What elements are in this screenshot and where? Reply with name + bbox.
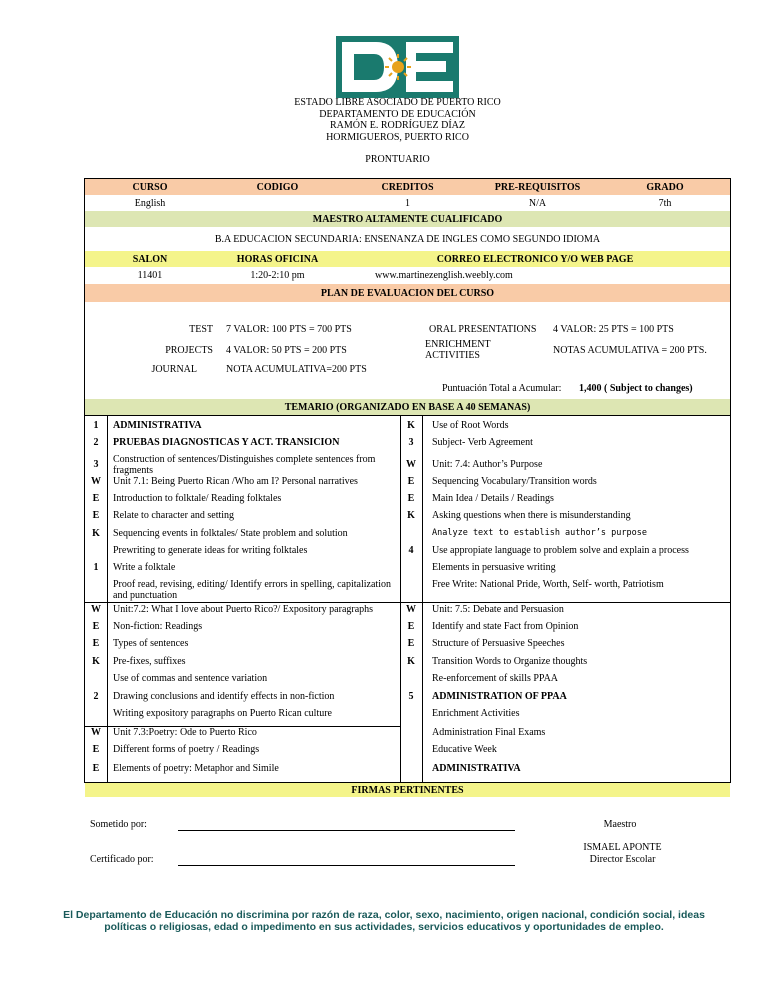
email-header: CORREO ELECTRONICO Y/O WEB PAGE <box>436 254 634 265</box>
right-topic-item: Transition Words to Organize thoughts <box>432 656 588 667</box>
right-topic-item: Elements in persuasive writing <box>432 562 556 573</box>
left-topic-item: Construction of sentences/Distinguishes complete sentences from fragments <box>113 454 376 476</box>
course-header-row <box>85 179 730 195</box>
hours-header: HORAS OFICINA <box>236 254 319 265</box>
right-week-letter: E <box>407 476 415 487</box>
temario-top-rule <box>85 415 730 416</box>
right-topic-item: Use of Root Words <box>432 420 509 431</box>
right-week-letter: 5 <box>408 691 414 702</box>
left-topic-item: Unit 7.3:Poetry: Ode to Puerto Rico <box>113 727 257 738</box>
salon-header: SALON <box>132 254 168 265</box>
syllabus-table <box>84 178 731 796</box>
left-topic-item: Prewriting to generate ideas for writing folktales <box>113 545 308 556</box>
temario-title-row <box>85 399 730 415</box>
degree-text: B.A EDUCACION SECUNDARIA: ENSENANZA DE INGLES COMO SEGUNDO IDIOMA <box>214 234 601 245</box>
left-topic-item: Elements of poetry: Metaphor and Simile <box>113 763 279 774</box>
right-topic-item: Structure of Persuasive Speeches <box>432 638 565 649</box>
firmas-title: FIRMAS PERTINENTES <box>351 785 464 796</box>
right-topic-item: Re-enforcement of skills PPAA <box>432 673 559 684</box>
maestro-title-row <box>85 211 730 227</box>
left-topic-item: Types of sentences <box>113 638 189 649</box>
right-topic-item: Main Idea / Details / Readings <box>432 493 554 504</box>
certificado-signature-line[interactable] <box>178 865 515 866</box>
right-topic-item: Administration Final Exams <box>432 727 546 738</box>
left-topic-item: Write a folktale <box>113 562 176 573</box>
department-logo <box>336 36 459 98</box>
left-week-letter: E <box>92 621 100 632</box>
firmas-title-row <box>85 783 730 797</box>
right-week-letter: 3 <box>408 437 414 448</box>
website-value: www.martinezenglish.weebly.com <box>375 270 513 281</box>
left-week-letter: 2 <box>93 691 99 702</box>
right-topic-item: Unit: 7.5: Debate and Persuasion <box>432 604 564 615</box>
course-header: CURSO <box>132 182 168 193</box>
total-value: 1,400 ( Subject to changes) <box>579 383 693 394</box>
projects-value: 4 VALOR: 50 PTS = 200 PTS <box>226 345 347 356</box>
right-topic-item: Identify and state Fact from Opinion <box>432 621 579 632</box>
maestro-title: MAESTRO ALTAMENTE CUALIFICADO <box>312 214 503 225</box>
test-label: TEST <box>189 324 213 335</box>
right-week-letter: E <box>407 638 415 649</box>
left-week-letter: E <box>92 510 100 521</box>
projects-label: PROJECTS <box>165 345 213 356</box>
right-topic-item: Unit: 7.4: Author’s Purpose <box>432 459 543 470</box>
plan-title-row <box>85 284 730 302</box>
right-topic-item: Analyze text to establish author’s purpose <box>432 528 647 538</box>
right-topic-item: Educative Week <box>432 744 497 755</box>
director-name: ISMAEL APONTE <box>583 842 662 853</box>
temario-title: TEMARIO (ORGANIZADO EN BASE A 40 SEMANAS) <box>284 402 531 413</box>
right-week-letter: K <box>407 420 415 431</box>
oral-value: 4 VALOR: 25 PTS = 100 PTS <box>553 324 674 335</box>
journal-label: JOURNAL <box>151 364 197 375</box>
right-topic-item: Enrichment Activities <box>432 708 520 719</box>
course-value: English <box>134 198 166 209</box>
code-header: CODIGO <box>256 182 299 193</box>
right-week-letter: 4 <box>408 545 414 556</box>
hours-value: 1:20-2:10 pm <box>250 270 305 281</box>
header-block <box>200 97 595 143</box>
left-topic-item: Use of commas and sentence variation <box>113 673 268 684</box>
left-week-letter: W <box>91 476 101 487</box>
test-value: 7 VALOR: 100 PTS = 700 PTS <box>226 324 352 335</box>
right-week-letter: W <box>406 459 416 470</box>
right-topic-item: Asking questions when there is misunderstanding <box>432 510 631 521</box>
right-topic-item: Use appropiate language to problem solve and explain a process <box>432 545 689 556</box>
degree-row <box>85 227 730 249</box>
salon-value: 11401 <box>137 270 163 281</box>
week-block-rule-1 <box>85 602 730 603</box>
right-topic-item: Subject- Verb Agreement <box>432 437 533 448</box>
right-letter-divider <box>422 415 423 782</box>
maestro-label: Maestro <box>603 819 637 830</box>
left-week-letter: 1 <box>93 562 99 573</box>
right-topic-item: ADMINISTRATIVA <box>432 763 521 774</box>
right-week-letter: K <box>407 656 415 667</box>
plan-title: PLAN DE EVALUACION DEL CURSO <box>320 288 495 299</box>
left-topic-item: Pre-fixes, suffixes <box>113 656 186 667</box>
right-topic-item: Free Write: National Pride, Worth, Self- worth, Patriotism <box>432 579 664 590</box>
left-topic-item: Different forms of poetry / Readings <box>113 744 260 755</box>
left-topic-item: ADMINISTRATIVA <box>113 420 202 431</box>
left-topic-item: Writing expository paragraphs on Puerto Rican culture <box>113 708 332 719</box>
left-topic-item: Drawing conclusions and identify effects in non-fiction <box>113 691 335 702</box>
prereq-header: PRE-REQUISITOS <box>494 182 581 193</box>
left-topic-item: Unit:7.2: What I love about Puerto Rico?/ Expository paragraphs <box>113 604 374 615</box>
header-line-4: HORMIGUEROS, PUERTO RICO <box>326 131 469 143</box>
left-week-letter: W <box>91 727 101 738</box>
nondiscrimination-footer: El Departamento de Educación no discrimina por razón de raza, color, sexo, nacimiento, origen nacional, condición social, ideas políticas o religiosas, edad o impedimento en sus actividades, servicios educativos y oportunidades de empleo. <box>63 909 705 933</box>
left-topic-item: Proof read, revising, editing/ Identify errors in spelling, capitalization and punctuation <box>113 579 391 601</box>
header-line-2: DEPARTAMENTO DE EDUCACIÓN <box>319 108 476 120</box>
contact-values-row <box>85 267 730 283</box>
left-week-letter: 3 <box>93 459 99 470</box>
left-week-letter: E <box>92 763 100 774</box>
left-week-letter: E <box>92 493 100 504</box>
director-title: Director Escolar <box>589 854 656 865</box>
certificado-label: Certificado por: <box>90 854 154 865</box>
center-divider <box>400 415 401 782</box>
left-week-letter: 1 <box>93 420 99 431</box>
left-week-letter: 2 <box>93 437 99 448</box>
document-title: PRONTUARIO <box>365 154 430 165</box>
left-week-letter: K <box>92 528 100 539</box>
enrichment-value: NOTAS ACUMULATIVA = 200 PTS. <box>553 345 707 356</box>
header-line-1: ESTADO LIBRE ASOCIADO DE PUERTO RICO <box>294 97 501 108</box>
right-week-letter: W <box>406 604 416 615</box>
grade-header: GRADO <box>646 182 684 193</box>
right-week-letter: K <box>407 510 415 521</box>
enrichment-label: ENRICHMENT ACTIVITIES <box>425 339 491 361</box>
contact-header-row <box>85 251 730 267</box>
right-topic-item: Sequencing Vocabulary/Transition words <box>432 476 597 487</box>
total-label: Puntuación Total a Acumular: <box>442 383 562 394</box>
prereq-value: N/A <box>528 198 547 209</box>
left-week-letter: K <box>92 656 100 667</box>
left-topic-item: Unit 7.1: Being Puerto Rican /Who am I? Personal narratives <box>113 476 358 487</box>
left-week-letter: W <box>91 604 101 615</box>
left-topic-item: Non-fiction: Readings <box>113 621 203 632</box>
right-week-letter: E <box>407 621 415 632</box>
left-week-letter: E <box>92 638 100 649</box>
grade-value: 7th <box>658 198 672 209</box>
left-topic-item: Introduction to folktale/ Reading folktales <box>113 493 282 504</box>
right-topic-item: ADMINISTRATION OF PPAA <box>432 691 567 702</box>
left-topic-item: Sequencing events in folktales/ State problem and solution <box>113 528 348 539</box>
left-topic-item: Relate to character and setting <box>113 510 235 521</box>
right-week-letter: E <box>407 493 415 504</box>
oral-label: ORAL PRESENTATIONS <box>429 324 537 335</box>
sometido-signature-line[interactable] <box>178 830 515 831</box>
course-values-row <box>85 195 730 211</box>
header-line-3: RAMÓN E. RODRÍGUEZ DÍAZ <box>330 120 465 131</box>
sometido-label: Sometido por: <box>90 819 147 830</box>
journal-value: NOTA ACUMULATIVA=200 PTS <box>226 364 367 375</box>
left-week-letter: E <box>92 744 100 755</box>
left-topic-item: PRUEBAS DIAGNOSTICAS Y ACT. TRANSICION <box>113 437 340 448</box>
credits-value: 1 <box>405 198 410 209</box>
credits-header: CREDITOS <box>381 182 434 193</box>
